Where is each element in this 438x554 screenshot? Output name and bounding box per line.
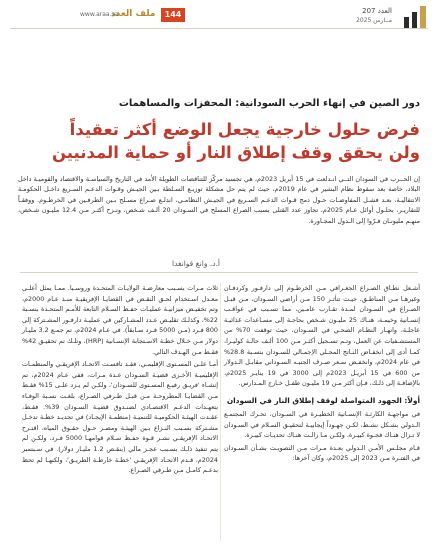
article-title xyxy=(18,118,420,164)
article-byline: أ.د. وانغ قوانغدا xyxy=(172,259,221,268)
header-divider xyxy=(10,28,428,29)
article-kicker: دور الصين في إنهاء الحرب السودانية: المحفزات والمساهمات xyxy=(118,98,420,109)
page-header xyxy=(0,0,438,34)
issue-number: العدد 207 xyxy=(362,7,392,15)
issue-info xyxy=(356,7,392,25)
article-title-line-1: فرض حلول خارجية يجعل الوضع أكثر تعقيداً xyxy=(69,120,420,139)
body-column-left xyxy=(22,283,218,478)
paragraph: أمـا علـى المسـتوى الإقليمـي، فقـد نافسـت الاتحـاد الإفريقـي والمنظمـات الإقليميـة الأخـرى قضيـة السـودان عـدة مـرات، ففي عـام 2024م، تم إنشـاء 'فريـق رفيـع المسـتوى للسـودان'، ولكـن لم يـزد علـى 15% فقـط مـن القضايـا المطروحـة مـن قبـل طـرفي الصـراع، بلغـت نسـبة الوفـاء بتعهـدات الدعـم الاقتصـادي لصنـدوق قضيـة السـودان 39%. فقـط، عقـدت الهيئـة الحكوميـة للتنميـة (منظمـة الإيجـاد) في تجديـد خطـة تدخـل مشـتركة بسـبب النـزاع بـين الهيئـة ومصـر حـول حقـوق المياه، اقتـرح الاتحـاد الإفريقـي نشـر قـوة حفـظ سـلام قوامهـا 5000 فـرد، ولكـن لم يتم تنفيذ ذلـك بسـبب عجـز مالي (بنقـص 1.2 مليـار دولار). في سـبتمبر 2024م، قـدم الاتحـاد الإفريقـي 'خطـة خارطـة الطريـق'، ولكنهـا لم تحظ بدعـم كامـل مـن طـرفي الصـراع. xyxy=(22,360,218,475)
page-number: 144 xyxy=(161,8,185,22)
article-lede: إن الحــرب في السودان التــي انـدلعت في 15 أبريل 2023م، هي تجسيد مركّز للتناقضات الطويلة الأمد في التاريخ والسياسـة والاقتصاد والقوميـة داخل البلاد، خاصة بعد سقوط نظام البشير في عام 2019م، حيث لم يتم حل مشكلة توزيـع السـلطة بـين الجيـش وقـوات الدعـم السـريع داخـل الحكومـة الانتقاليـة، بعـد فشـل المفاوضـات حـول دمج قـوات الدعـم السـريع في الجيـش النظامـي، اندلـع صـراع مسـلح بـين الطرفـين في الخرطـوم. ووفقـاً للتقاريـر، بحلـول أوائل عـام 2025م، تجاوز عدد القتلى بسبب الصراع المسلح في السـودان 20 ألـف شـخص، ونـزح أكثـر مـن 12.4 مليـون شـخص، منهـم مليونـان فـرّوا إلى الـدول المجـاورة. xyxy=(18,175,421,225)
site-url[interactable]: www.araa.sa xyxy=(80,11,119,18)
section-subheading: أولاً: الجهود المتواصلة لوقف إطلاق النار في السودان xyxy=(226,395,420,405)
paragraph: قـام مجلـس الأمـن الـدولي بعـدة مـرات مـن التصويـت بشـأن السـودان في الفتـرة مـن 2023 إلى 2025م، وكان آخرها: xyxy=(224,443,420,463)
paragraph: ثلاث مـرات بسـبب معارضـة الولايـات المتحـدة وروسـيا. ممـا يمثل أعلـى معـدل اسـتخدام لحـق النقـض في القضايـا الإفريقيـة منـذ عـام 2000م، وتم تخفيـض ميزانيـة عمليـات حفـظ السـلام التابعة للأمـم المتحـدة بنسـبة 22%، وكذلـك تقليـص عـدد المشـاركين في عمليـة دارفـور المشـتركة إلى 800 فـرد (مـن 5000 فـرد سـابقاً). في عـام 2024م، تم جمـع 3.2 مليـار دولار مـن خـلال خطـة الاسـتجابة الإنسـانية (HRP)، وتلـك تم تحقيـق 42% فقـط مـن الهـدف التالي. xyxy=(22,284,219,356)
paragraph: أشـعل نطـاق الصـراع الجغـرافي مـن الخرطـوم إلى دارفـور وكردفـان وغيرهـا مـن المناطـق، حيـث تتأثـر 150 مـن أراضي السـودان، مـن قبـل الصـراع في السـودان لمـدة تقـارب عامـين، مما تسـبب في عواقـب إنسـانية وخيمـة، هنـاك 25 مليـون شـخص بحاجـة إلى مسـاعدات غذائيـة عاجلـة، وانهـار النظـام الصحـي في السـودان، حيث توقفت 70% من المستشـفيات عن العمل، وتـم تسـجيل أكثـر مـن 100 ألـف حالـة كوليـرا، كمـا أدى إلى انخفـاض النـاتج المحـلي الإجمـالي للسـودان بنسـبة 28.8% في عام 2024م، وانخفـض سـعر صـرف الجنيـه السـوداني مقابـل الـدولار من 600 في 15 أبريـل 2023م إلى 3000 في 19 ينايـر 2025م، بالإضافـة إلى ذلـك، فـإن أكثر مـن 19 مليـون طفـل خـارج المـدارس. xyxy=(224,284,421,388)
issue-date: مــارس 2025 xyxy=(356,17,392,24)
column-divider xyxy=(220,283,221,541)
paragraph: في مواجهـة الكارثـة الإنسـانية الخطيـرة في السـودان، تحـرك المجتمـع الـدولي بشـكل نشـط، لكـن جهـوداً إيجابيـة لتحقيـق السـلام في السـودان لا تـزال هنـاك فجـوة كبيـرة، ولكـن مـا زالـت هنـاك تحديـات كبيـرة. xyxy=(224,409,420,440)
section-label: ملف العدد xyxy=(111,9,156,19)
article-title-line-2: ولن يحقق وقف إطلاق النار أو حماية المدنيين xyxy=(51,143,420,162)
byline-divider xyxy=(20,272,418,273)
body-column-right xyxy=(224,283,420,466)
magazine-logo-icon xyxy=(402,4,428,30)
